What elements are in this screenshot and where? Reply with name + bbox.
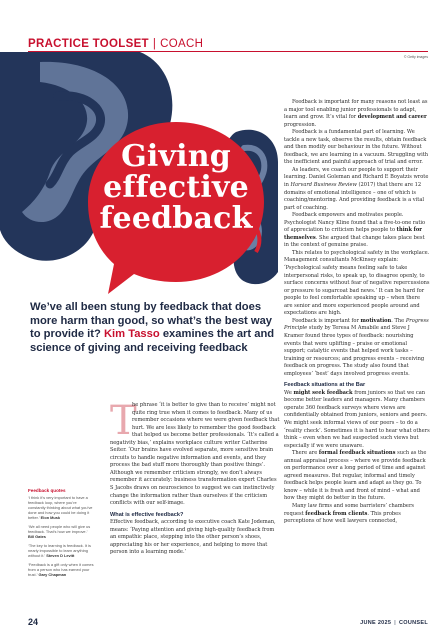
quote-text: ‘Feedback is a gift only when it comes from a person who has earned your trust.’ [28, 562, 94, 577]
category-label: COACH [160, 38, 204, 50]
opening-paragraph [110, 398, 280, 508]
section-header [28, 38, 203, 50]
drop-cap: T [110, 398, 137, 444]
author-name: Kim Tasso [103, 328, 160, 340]
paragraph: We might seek feedback from juniors so that we can become better leaders and managers. Many chambers operate 360 feedback surveys where views are confidentially obtained from juniors, seniors and peers. We might seek informal views of our peers – to do a ‘reality check’. Sometimes it is hard to hear what others think – even when we had suspected such views but especially if we were unaware. [284, 389, 430, 449]
subheading-effective-feedback: What is effective feedback? [110, 511, 184, 518]
feedback-quotes-sidebar [28, 488, 94, 581]
title-line-1: Giving [121, 139, 231, 174]
section-label: PRACTICE TOOLSET [28, 38, 149, 50]
paragraph: Feedback is important for many reasons not least as a major tool enabling junior professionals to adapt, learn and grow. It’s vital for development and career progression. [284, 99, 428, 128]
quote-text: ‘The key to learning is feedback. It is nearly impossible to learn anything without it.’ [28, 543, 91, 558]
subheading-feedback-at-the-bar: Feedback situations at the Bar [284, 382, 366, 389]
title-line-2: effective [103, 170, 249, 205]
quote-text: ‘I think it’s very important to have a feedback loop, where you’re constantly thinking about what you’ve done and how you could be doing it better.’ [28, 495, 93, 520]
quote-item [28, 562, 94, 577]
magazine-name: COUNSEL [399, 620, 428, 626]
quote-item [28, 495, 94, 520]
page-number: 24 [28, 617, 39, 627]
body-column-left [110, 398, 280, 557]
footer-separator: | [394, 620, 396, 626]
paragraph-text: he phrase ‘it is better to give than to receive’ might not quite ring true when it comes to feedback. Many of us remember occasions where we were given feedback that hurt. We are less likely to remember the good feedback that helped us become better professionals. ‘It’s called a negativity bias,’ explains workplace culture writer Catherine Seiter. ‘Our brains have evolved separate, more sensitive brain circuits to handle negative information and events, and they process the bad stuff more thoroughly than positive things’. Although we remember criticism strongly, we don’t always remember it accurately: business transformation expert Charles S Jacobs draws on neuroscience to suggest we can instinctively change the information rather than ourselves if the criticism conflicts with our self-image. [110, 402, 280, 507]
quote-author: Steven D Levitt [46, 553, 75, 558]
image-credit: © Getty images [403, 55, 428, 59]
issue-date: JUNE 2025 [360, 620, 392, 626]
quote-author: Elon Musk [40, 515, 61, 520]
quote-item [28, 524, 94, 539]
quote-text: ‘We all need people who will give us feedback. That’s how we improve.’ [28, 524, 91, 534]
paragraph: Many law firms and some barristers’ chambers request feedback from clients. This probes perceptions of how well lawyers connected, [284, 502, 414, 525]
paragraph: As leaders, we coach our people to support their learning. Daniel Goleman and Richard E Boyatzis wrote in Harvard Business Review (2017) that there are 12 domains of emotional intelligence – one of which is coaching/mentoring. And providing feedback is a vital part of coaching. [284, 166, 429, 211]
quote-author: Gary Chapman [38, 572, 67, 577]
paragraph: Feedback empowers and motivates people. Psychologist Nancy Kline found that a five-to-one ratio of appreciation to criticism helps people to think for themselves. She argued that change takes place best in the context of genuine praise. [284, 212, 426, 249]
paragraph: Feedback is a fundamental part of learning. We tackle a new task, observe the results, obtain feedback and then modify our behaviour in the future. Without feedback, we are learning in a vacuum. Struggling with the inefficient and painful approach of trial and error. [284, 129, 429, 166]
header-separator: | [152, 38, 157, 50]
standfirst [30, 301, 282, 355]
paragraph: Effective feedback, according to executive coach Kate Jodeman, means: ‘Paying attention and giving high-quality feedback from an empathic place, stepping into the other person’s shoes, appreciating his or her experience, and helping to move that person into a learning mode.’ [110, 519, 276, 556]
paragraph: There are formal feedback situations such as the annual appraisal process – where we provide feedback on performance over a long period of time and against agreed measures. But regular, informal and timely feedback helps people learn and adapt as they go. To know – while it is fresh and front of mind – what and how they might do better in the future. [284, 450, 427, 502]
paragraph: Feedback is important for motivation. The Progress Principle study by Teresa M Amabile and Steve J Kramer found three types of feedback: nourishing events that were uplifting – praise or emotional support; catalytic events that helped work tasks – training or resources; and progress events – receiving feedback on progress. The study also found that employees’ ‘best’ days involved progress events. [284, 317, 429, 377]
sidebar-title: Feedback quotes [28, 488, 66, 493]
article-title [96, 141, 256, 234]
quote-author: Bill Gates [28, 534, 46, 539]
title-line-3: feedback [99, 201, 253, 236]
paragraph: This relates to psychological safety in the workplace. Management consultants McKinsey explain: ‘Psychological safety means feeling safe to take interpersonal risks, to speak up, to disagree openly, to surface concerns without fear of negative repercussions or pressure to sugarcoat bad news.’ It can be hard for people to feel comfortable speaking up – when there are senior and more experienced people around and expectations are high. [284, 249, 430, 317]
standfirst-text: We’ve all been stung by feedback that does more harm than good, so what’s the best way to provide it? [30, 301, 273, 340]
quote-item [28, 543, 94, 558]
body-column-right [284, 99, 430, 526]
page-footer [28, 617, 428, 631]
standfirst-text-end: examines the art and science of giving and receiving feedback [30, 328, 275, 354]
issue-info [360, 620, 428, 626]
